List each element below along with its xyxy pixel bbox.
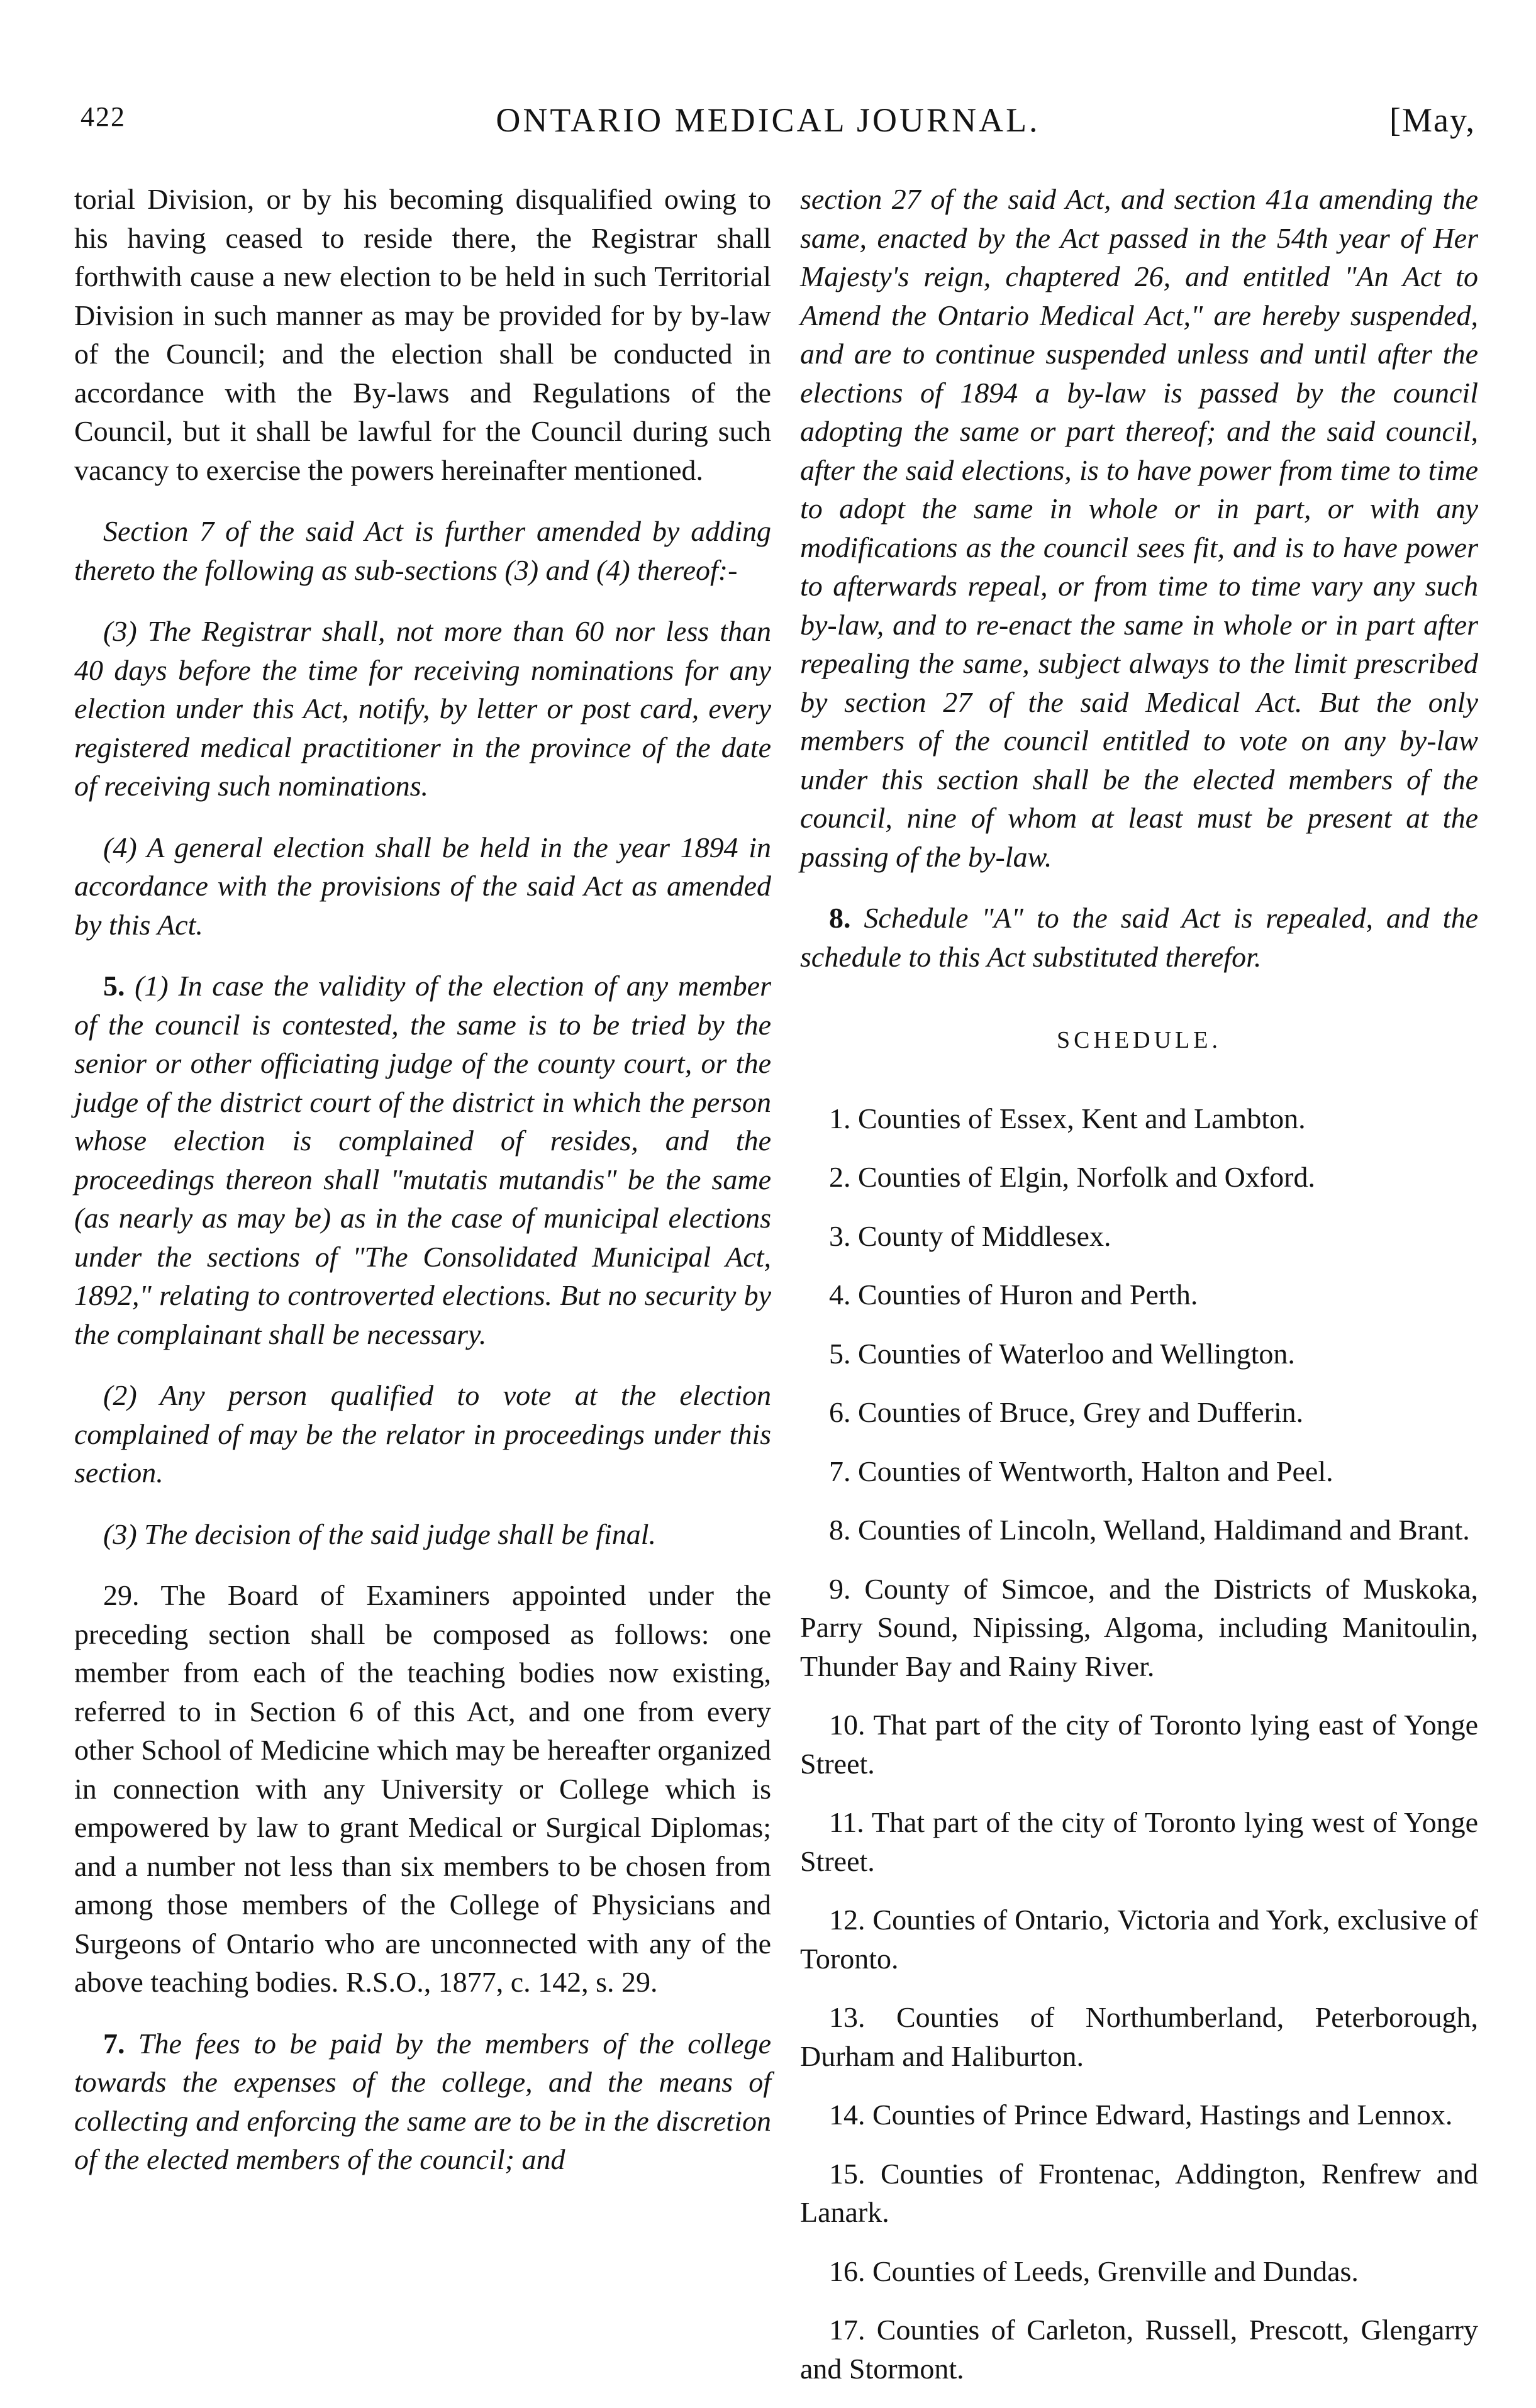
continued-paragraph: torial Division, or by his becoming disqualified owing to his having ceased to reside there, the Registrar shall forthwith cause a new election to be held in such Territorial Division in such manner as may be provided for by by-law of the Council; and the election shall be conducted in accordance with the By-laws and Regulations of the Council, but it shall be lawful for the Council during such vacancy to exercise the powers hereinafter mentioned. [74, 183, 771, 486]
schedule-item: 7. Counties of Wentworth, Halton and Peel. [829, 1455, 1333, 1487]
clause-5-text: (1) In case the validity of the election of any member of the council is contested, the same is to be tried by the senior or other officiating judge of the county court, or the judge of the district court of the district in which the person whose election is complained of resides, and the proceedings thereon shall "mutatis mutandis" be the same (as nearly as may be) as in the case of municipal elections under the sections of "The Consolidated Municipal Act, 1892," relating to controverted elections. But no security by the complainant shall be necessary. [74, 970, 771, 1350]
clause-8-number: 8. [829, 902, 851, 934]
journal-title: ONTARIO MEDICAL JOURNAL. [496, 101, 1040, 139]
schedule-item: 8. Counties of Lincoln, Welland, Haldimand and Brant. [829, 1514, 1470, 1546]
schedule-item: 14. Counties of Prince Edward, Hastings and Lennox. [829, 2099, 1453, 2131]
schedule-item: 2. Counties of Elgin, Norfolk and Oxford. [829, 1161, 1315, 1193]
clause-5-contested-election [74, 967, 771, 1353]
schedule-list [800, 1099, 1478, 2389]
clause-8-schedule-a [800, 899, 1478, 976]
subsection-3-registrar-notice: (3) The Registrar shall, not more than 60 nor less than 40 days before the time for receiving nominations for any election under this Act, notify, by letter or post card, every registered medical practitioner in the province of the date of receiving such nominations. [74, 615, 771, 802]
section-27-suspension: section 27 of the said Act, and section 41a amending the same, enacted by the Act passed in the 54th year of Her Majesty's reign, chaptered 26, and entitled "An Act to Amend the Ontario Medical Act," are hereby suspended, and are to continue suspended unless and until after the elections of 1894 a by-law is passed by the council adopting the same or part thereof; and the said council, after the said elections, is to have power from time to time to adopt the same in whole or in part, or with any modifications as the council sees fit, and is to have power to afterwards repeal, or from time to time vary any such by-law, and to re-enact the same in whole or in part after repealing the same, subject always to the limit prescribed by section 27 of the said Medical Act. But the only members of the council entitled to vote on any by-law under this section shall be the elected members of the council, nine of whom at least must be present at the passing of the by-law. [800, 183, 1478, 873]
clause-5-relator: (2) Any person qualified to vote at the election complained of may be the relator in proceedings under this section. [74, 1379, 771, 1489]
schedule-item: 17. Counties of Carleton, Russell, Prescott, Glengarry and Stormont. [800, 2314, 1478, 2385]
month-mark: [May, [1389, 101, 1476, 139]
running-header [0, 101, 1536, 151]
schedule-item: 1. Counties of Essex, Kent and Lambton. [829, 1102, 1306, 1135]
clause-8-text: Schedule "A" to the said Act is repealed, and the schedule to this Act substituted therefor. [800, 902, 1478, 973]
page-number: 422 [81, 101, 126, 132]
clause-7-fees [74, 2024, 771, 2179]
schedule-heading: SCHEDULE. [1057, 1027, 1222, 1053]
schedule-item: 11. That part of the city of Toronto lying west of Yonge Street. [800, 1806, 1478, 1877]
schedule-item: 4. Counties of Huron and Perth. [829, 1279, 1198, 1311]
schedule-item: 3. County of Middlesex. [829, 1219, 1111, 1252]
left-column [74, 180, 771, 2202]
schedule-item: 13. Counties of Northumberland, Peterborough, Durham and Haliburton. [800, 2001, 1478, 2072]
schedule-item: 12. Counties of Ontario, Victoria and York, exclusive of Toronto. [800, 1904, 1478, 1975]
section-7-amendment: Section 7 of the said Act is further amended by adding thereto the following as sub-sections (3) and (4) thereof:- [74, 515, 771, 586]
clause-5-decision-final: (3) The decision of the said judge shall be final. [103, 1517, 657, 1550]
clause-5-number: 5. [103, 970, 125, 1002]
clause-7-text: The fees to be paid by the members of the college towards the expenses of the college, and the means of collecting and enforcing the same are to be in the discretion of the elected members of the council; and [74, 2027, 771, 2175]
right-column [800, 180, 1478, 2408]
schedule-item: 9. County of Simcoe, and the Districts of Muskoka, Parry Sound, Nipissing, Algoma, including Manitoulin, Thunder Bay and Rainy River. [800, 1572, 1478, 1682]
subsection-4-general-election: (4) A general election shall be held in the year 1894 in accordance with the provisions of the said Act as amended by this Act. [74, 831, 771, 941]
schedule-item: 6. Counties of Bruce, Grey and Dufferin. [829, 1396, 1304, 1428]
schedule-item: 15. Counties of Frontenac, Addington, Renfrew and Lanark. [800, 2157, 1478, 2228]
section-29-board-of-examiners: 29. The Board of Examiners appointed under the preceding section shall be composed as follows: one member from each of the teaching bodies now existing, referred to in Section 6 of this Act, and one from every other School of Medicine which may be hereafter organized in connection with any University or College which is empowered by law to grant Medical or Surgical Diplomas; and a number not less than six members to be chosen from among those members of the College of Physicians and Surgeons of Ontario who are unconnected with any of the above teaching bodies. R.S.O., 1877, c. 142, s. 29. [74, 1579, 771, 1998]
clause-7-number: 7. [103, 2027, 125, 2060]
schedule-item: 5. Counties of Waterloo and Wellington. [829, 1337, 1295, 1370]
schedule-item: 10. That part of the city of Toronto lying east of Yonge Street. [800, 1709, 1478, 1780]
schedule-item: 16. Counties of Leeds, Grenville and Dundas. [829, 2255, 1359, 2287]
